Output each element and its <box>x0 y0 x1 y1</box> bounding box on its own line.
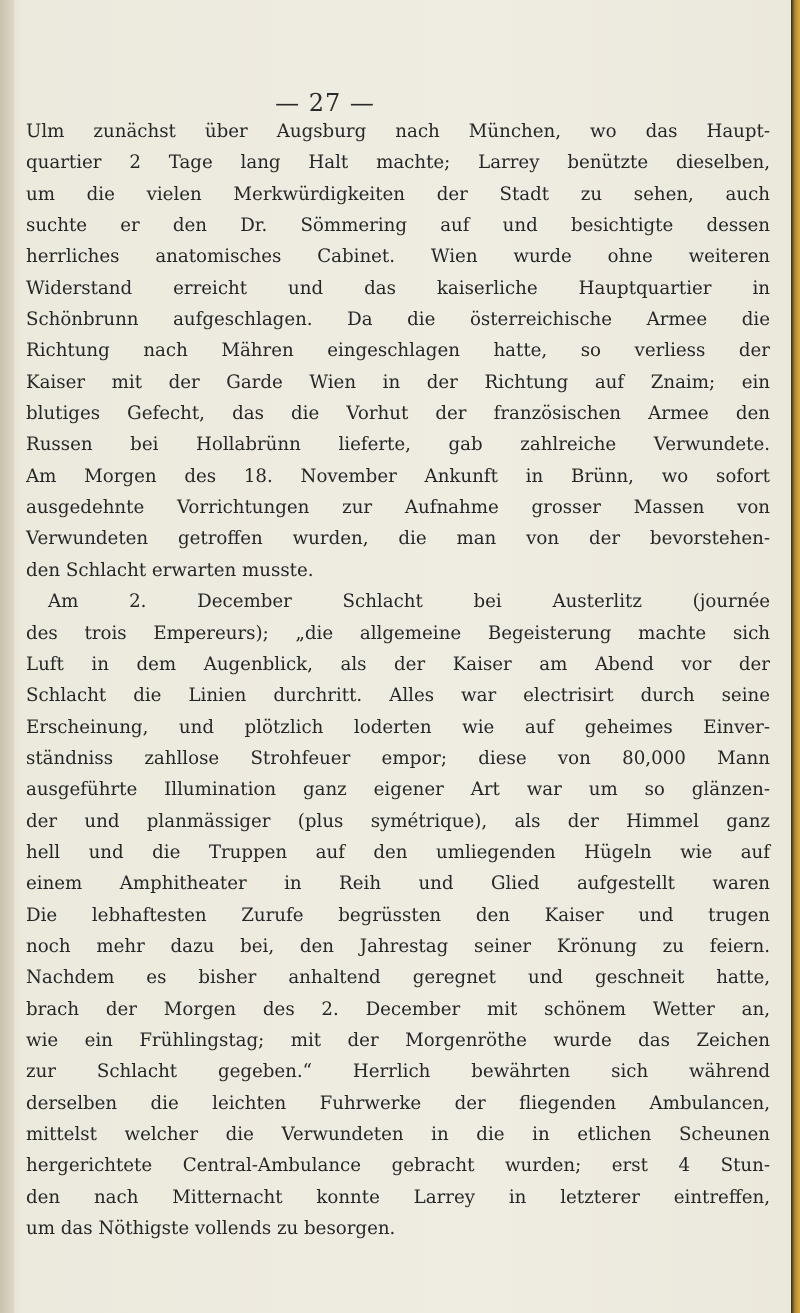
text-line: Nachdem es bisher anhaltend geregnet und geschneit hatte, <box>26 967 770 989</box>
text-line: Am Morgen des 18. November Ankunft in Brünn, wo sofort <box>26 465 770 487</box>
text-line: quartier 2 Tage lang Halt machte; Larrey benützte dieselben, <box>26 152 770 174</box>
text-line: ausgeführte Illumination ganz eigener Art war um so glänzen- <box>26 779 770 801</box>
text-line: suchte er den Dr. Sömmering auf und besichtigte dessen <box>26 215 770 237</box>
text-line: blutiges Gefecht, das die Vorhut der französischen Armee den <box>26 403 770 425</box>
text-line: den nach Mitternacht konnte Larrey in letzterer eintreffen, <box>26 1186 770 1208</box>
text-line: um das Nöthigste vollends zu besorgen. <box>26 1218 396 1240</box>
text-line: Die lebhaftesten Zurufe begrüssten den Kaiser und trugen <box>26 904 770 926</box>
text-line: Kaiser mit der Garde Wien in der Richtung auf Znaim; ein <box>26 371 770 393</box>
text-line: Ulm zunächst über Augsburg nach München, wo das Haupt- <box>26 121 770 142</box>
text-line: des trois Empereurs); „die allgemeine Begeisterung machte sich <box>26 622 770 644</box>
text-line: mittelst welcher die Verwundeten in die in etlichen Scheunen <box>26 1124 770 1145</box>
text-line: ständniss zahllose Strohfeuer empor; diese von 80,000 Mann <box>26 747 770 769</box>
text-line: Widerstand erreicht und das kaiserliche Hauptquartier in <box>26 277 770 299</box>
text-line: Schönbrunn aufgeschlagen. Da die österreichische Armee die <box>26 309 770 331</box>
text-line: wie ein Frühlingstag; mit der Morgenröthe wurde das Zeichen <box>26 1029 770 1051</box>
text-line: Verwundeten getroffen wurden, die man von der bevorstehen- <box>26 528 770 550</box>
text-line: hell und die Truppen auf den umliegenden Hügeln wie auf <box>26 841 770 863</box>
text-line: zur Schlacht gegeben.“ Herrlich bewährten sich während <box>26 1061 770 1083</box>
text-line: hergerichtete Central-Ambulance gebracht wurden; erst 4 Stun- <box>26 1155 770 1177</box>
text-line: den Schlacht erwarten musste. <box>26 559 314 581</box>
text-line: um die vielen Merkwürdigkeiten der Stadt zu sehen, auch <box>26 183 770 205</box>
text-line: Am 2. December Schlacht bei Austerlitz (journée <box>48 591 770 613</box>
book-binding-edge <box>791 0 800 1313</box>
text-line: Schlacht die Linien durchritt. Alles war electrisirt durch seine <box>26 685 770 707</box>
text-line: Richtung nach Mähren eingeschlagen hatte, so verliess der <box>26 340 770 362</box>
body-text <box>26 116 770 1244</box>
text-line: Russen bei Hollabrünn lieferte, gab zahlreiche Verwundete. <box>26 434 770 456</box>
page-number: — 27 — <box>275 89 375 117</box>
text-line: derselben die leichten Fuhrwerke der fliegenden Ambulancen, <box>26 1092 770 1114</box>
page-left-edge <box>0 0 14 1313</box>
text-line: noch mehr dazu bei, den Jahrestag seiner Krönung zu feiern. <box>26 935 770 957</box>
text-line: der und planmässiger (plus symétrique), als der Himmel ganz <box>26 810 770 832</box>
text-line: einem Amphitheater in Reih und Glied aufgestellt waren <box>26 873 770 895</box>
text-line: Luft in dem Augenblick, als der Kaiser am Abend vor der <box>26 653 770 675</box>
text-line: herrliches anatomisches Cabinet. Wien wurde ohne weiteren <box>26 246 770 268</box>
text-line: ausgedehnte Vorrichtungen zur Aufnahme grosser Massen von <box>26 497 770 519</box>
text-line: brach der Morgen des 2. December mit schönem Wetter an, <box>26 998 770 1020</box>
text-line: Erscheinung, und plötzlich loderten wie auf geheimes Einver- <box>26 716 770 738</box>
